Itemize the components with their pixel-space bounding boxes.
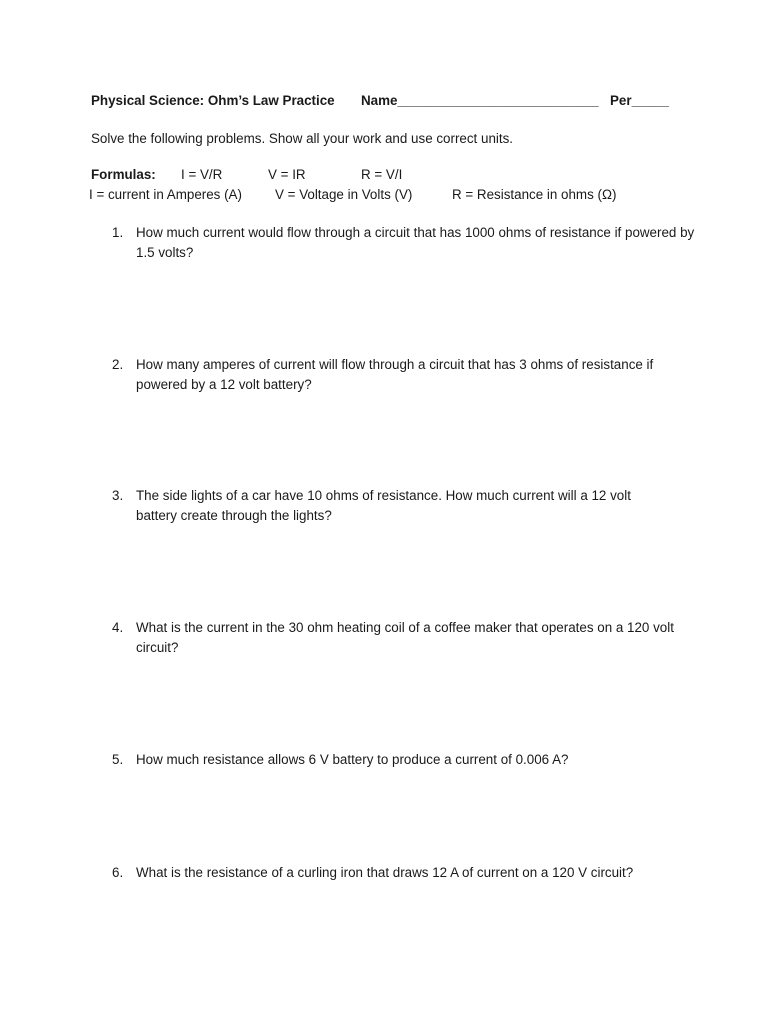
formula-resistance: R = V/I [361,167,403,182]
formula-current: I = V/R [181,167,223,182]
question-number: 1. [112,225,124,240]
question-number: 6. [112,865,124,880]
question-text: What is the resistance of a curling iron that draws 12 A of current on a 120 V circuit? [136,865,634,880]
instructions: Solve the following problems. Show all your work and use correct units. [91,131,514,146]
question-text: What is the current in the 30 ohm heating coil of a coffee maker that operates on a 120 volt circuit? [136,620,674,655]
definition-current: I = current in Amperes (A) [89,187,242,202]
question-text: How many amperes of current will flow through a circuit that has 3 ohms of resistance if powered by a 12 volt battery? [136,357,654,392]
formulas-label: Formulas: [91,167,156,182]
name-field[interactable]: Name___________________________ [361,93,599,108]
definition-voltage: V = Voltage in Volts (V) [275,187,413,202]
formula-voltage: V = IR [268,167,306,182]
period-field[interactable]: Per_____ [610,93,669,108]
question-number: 4. [112,620,124,635]
question-number: 2. [112,357,124,372]
question-number: 5. [112,752,124,767]
question-text: The side lights of a car have 10 ohms of resistance. How much current will a 12 volt battery create through the lights? [136,488,631,523]
question-number: 3. [112,488,124,503]
definition-resistance: R = Resistance in ohms (Ω) [452,187,617,202]
question-text: How much resistance allows 6 V battery to produce a current of 0.006 A? [136,752,569,767]
question-text: How much current would flow through a circuit that has 1000 ohms of resistance if powered by 1.5 volts? [136,225,695,260]
page-title: Physical Science: Ohm’s Law Practice [91,93,335,108]
